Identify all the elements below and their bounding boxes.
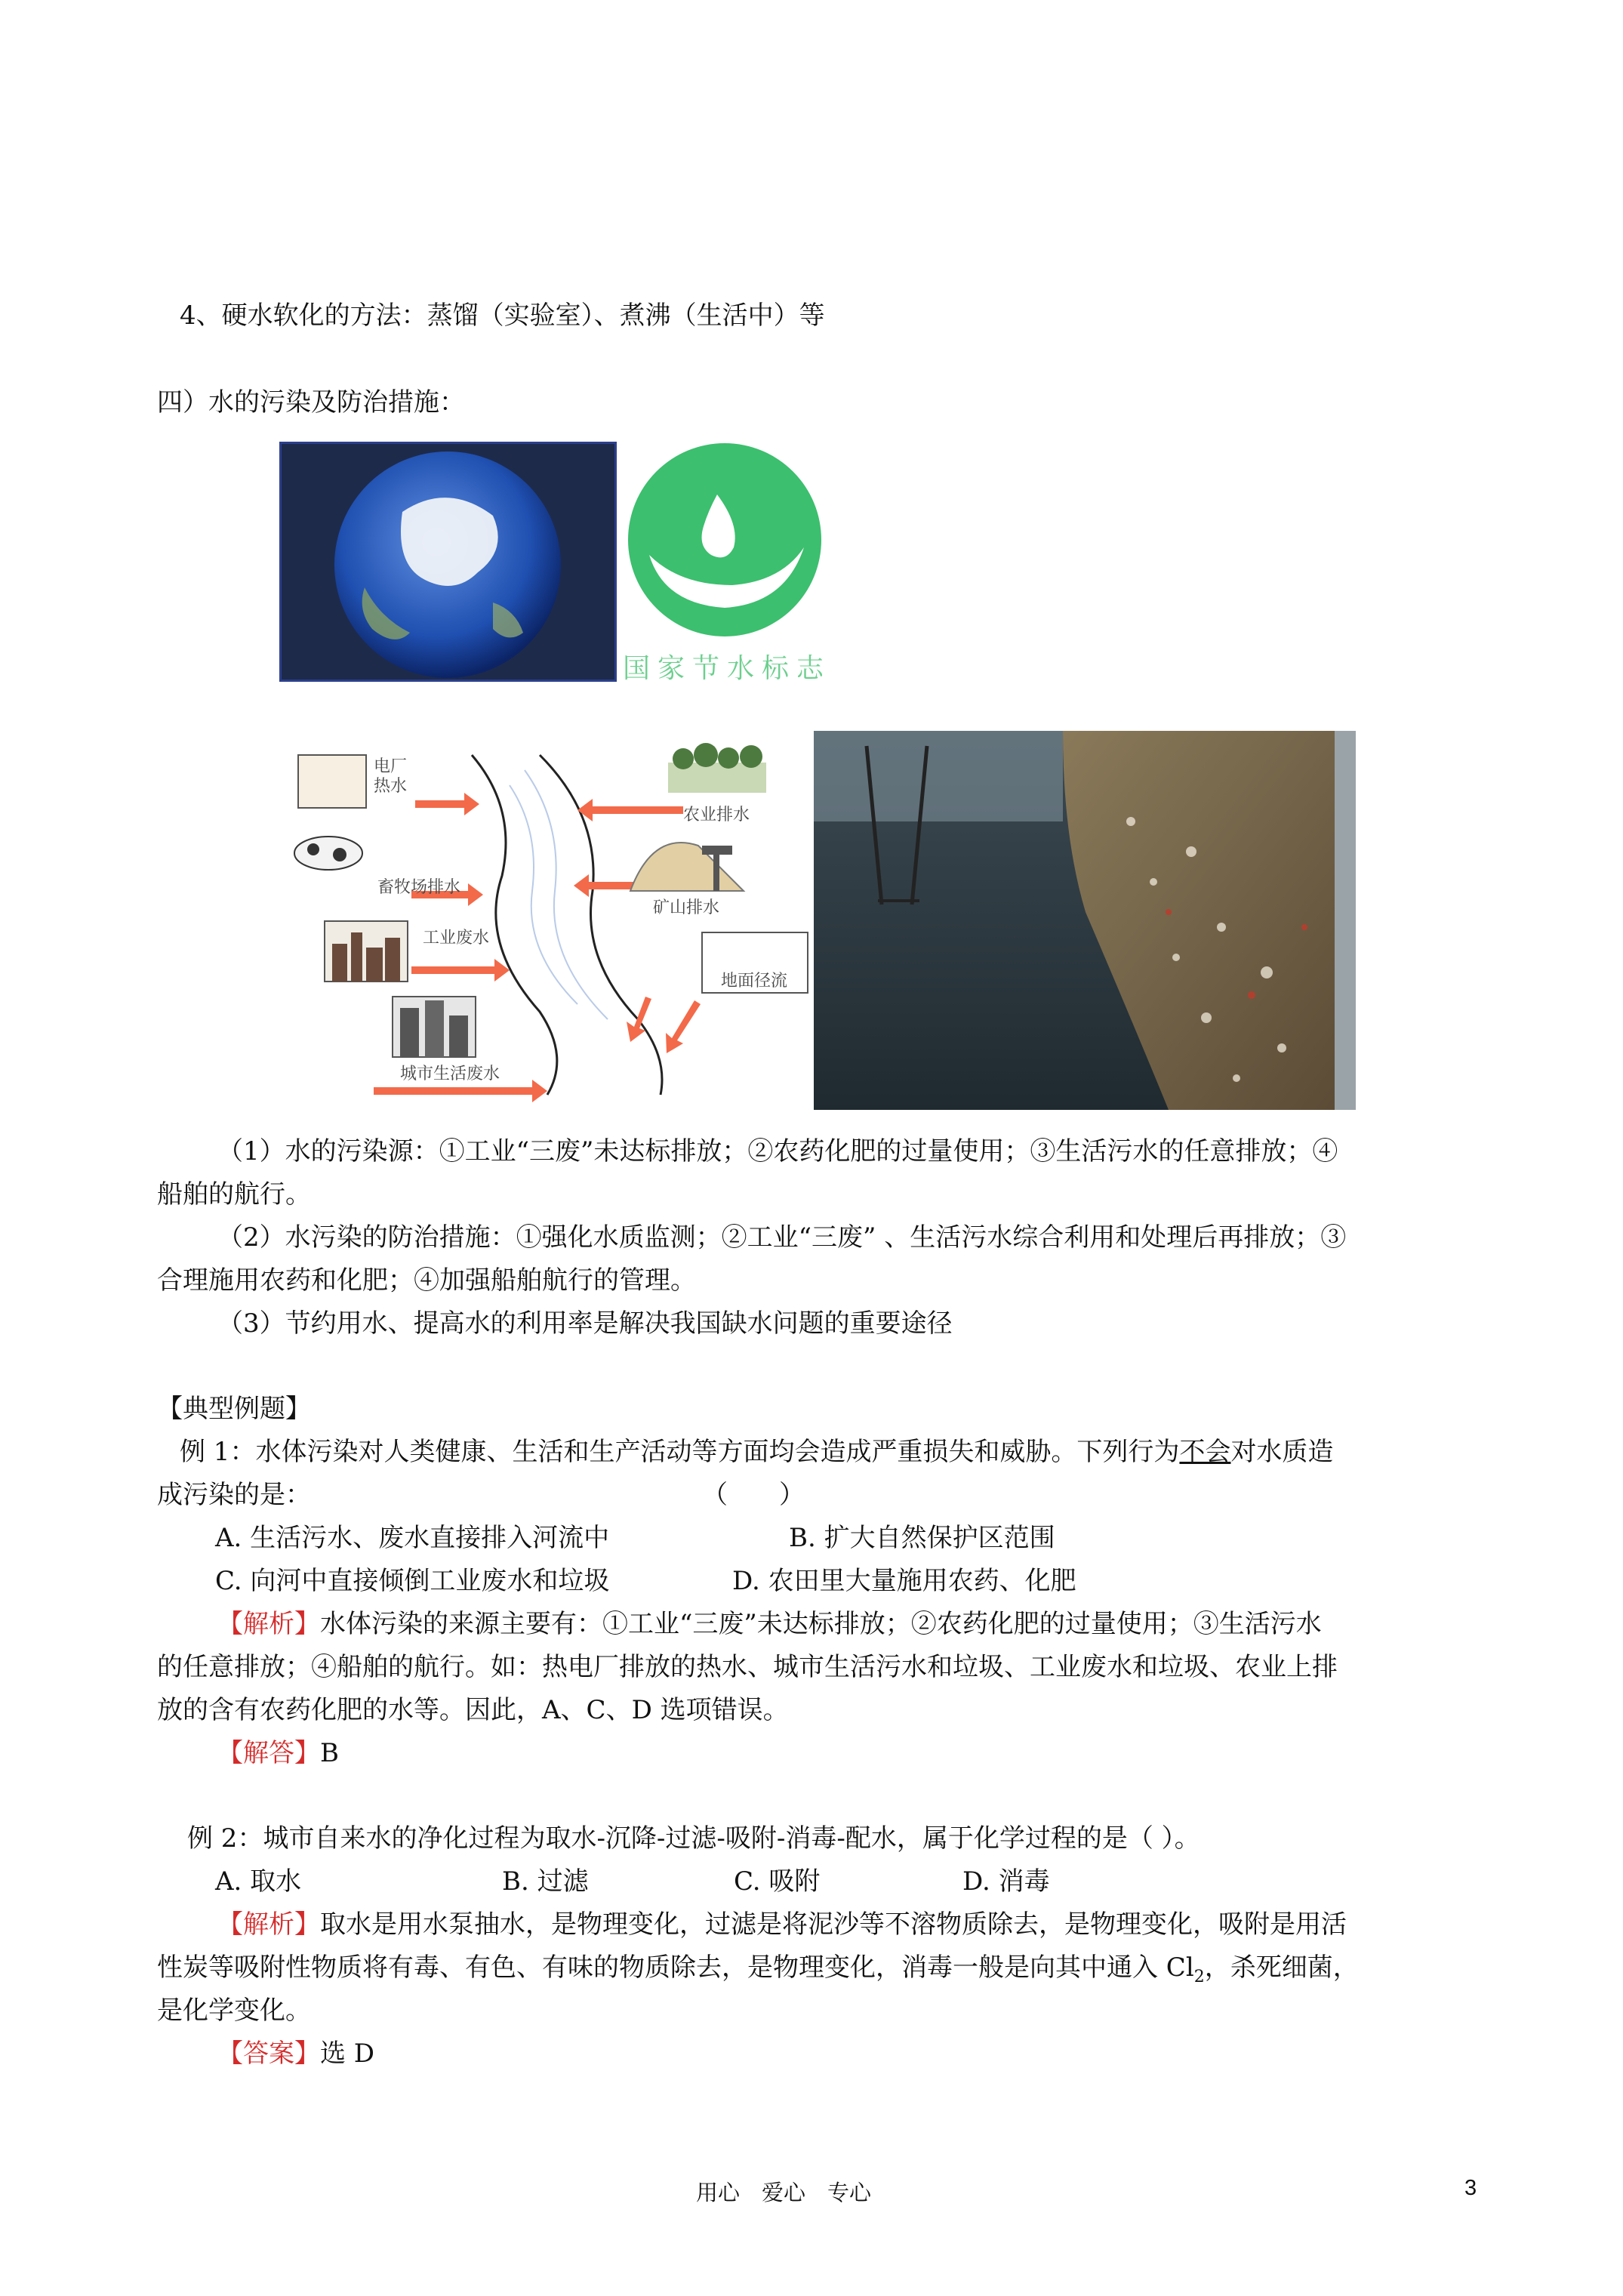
example2-analysis-text2a: 性炭等吸附性物质将有毒、有色、有味的物质除去，是物理变化，消毒一般是向其中通入 Cl bbox=[157, 1952, 1194, 1983]
example1-analysis-line2: 的任意排放；④船舶的航行。如：热电厂排放的热水、城市生活污水和垃圾、工业废水和垃圾、农业上排 bbox=[157, 1652, 1338, 1682]
examples-heading: 【典型例题】 bbox=[157, 1394, 311, 1424]
example2-analysis-line2 bbox=[157, 1946, 1359, 1999]
label-industry: 工业废水 bbox=[423, 929, 490, 948]
section-heading: 四）水的污染及防治措施： bbox=[157, 387, 465, 418]
item-4: 4、硬水软化的方法：蒸馏（实验室）、煮沸（生活中）等 bbox=[180, 300, 825, 331]
example2-answer bbox=[217, 2032, 374, 2075]
label-livestock: 畜牧场排水 bbox=[377, 878, 461, 897]
label-hot-water-line1: 电厂 bbox=[374, 757, 408, 776]
example2-option-a: A. 取水 bbox=[215, 1866, 302, 1897]
prevention-line1: （2）水污染的防治措施：①强化水质监测；②工业“三废” 、生活污水综合利用和处理后再排放；③ bbox=[217, 1222, 1347, 1253]
example2-option-b: B. 过滤 bbox=[502, 1866, 589, 1897]
example1-text-a: 例 1：水体污染对人类健康、生活和生产活动等方面均会造成严重损失和威胁。下列行为 bbox=[180, 1437, 1180, 1467]
example2-option-c: C. 吸附 bbox=[734, 1866, 821, 1897]
label-farm-drain: 农业排水 bbox=[683, 806, 750, 824]
example2-analysis-tag: 【解析】 bbox=[217, 1909, 320, 1940]
label-hot-water-line2: 热水 bbox=[374, 777, 408, 796]
save-water-line: （3）节约用水、提高水的利用率是解决我国缺水问题的重要途径 bbox=[217, 1308, 953, 1339]
polluted-river-photo bbox=[814, 731, 1356, 1110]
example2-analysis-text1: 取水是用水泵抽水，是物理变化，过滤是将泥沙等不溶物质除去，是物理变化，吸附是用活 bbox=[320, 1909, 1347, 1940]
example1-underlined: 不会 bbox=[1179, 1437, 1231, 1467]
water-saving-logo bbox=[619, 442, 834, 691]
example1-analysis-line1 bbox=[217, 1603, 1322, 1645]
example1-text-b: 对水质造 bbox=[1230, 1437, 1334, 1467]
label-mine: 矿山排水 bbox=[653, 898, 720, 917]
example1-question-line1 bbox=[180, 1431, 1333, 1473]
earth-image bbox=[279, 442, 617, 682]
example1-question-line2: 成污染的是： bbox=[157, 1480, 311, 1510]
pollution-source-line2: 船舶的航行。 bbox=[157, 1179, 311, 1210]
example1-option-d: D. 农田里大量施用农药、化肥 bbox=[732, 1566, 1076, 1596]
example1-answer-paren: （ ） bbox=[702, 1480, 805, 1510]
prevention-line2: 合理施用农药和化肥；④加强船舶航行的管理。 bbox=[157, 1265, 696, 1296]
example2-cl2-subscript: 2 bbox=[1193, 1967, 1205, 1986]
example2-analysis-line1 bbox=[217, 1903, 1347, 1946]
page-number: 3 bbox=[1464, 2176, 1477, 2200]
example1-answer-tag: 【解答】 bbox=[217, 1738, 320, 1768]
label-ground-flow: 地面径流 bbox=[721, 972, 788, 991]
example1-analysis-text1: 水体污染的来源主要有：①工业“三废”未达标排放；②农药化肥的过量使用；③生活污水 bbox=[320, 1609, 1322, 1639]
example2-answer-value: 选 D bbox=[320, 2039, 375, 2069]
example2-analysis-text2b: ，杀死细菌， bbox=[1204, 1952, 1359, 1983]
logo-caption: 国家节水标志 bbox=[623, 653, 832, 684]
example1-analysis-tag: 【解析】 bbox=[217, 1609, 320, 1639]
example2-question: 例 2：城市自来水的净化过程为取水-沉降-过滤-吸附-消毒-配水，属于化学过程的是（ ）。 bbox=[187, 1823, 1200, 1854]
footer-motto: 用心 爱心 专心 bbox=[696, 2180, 872, 2205]
example1-answer bbox=[217, 1732, 339, 1774]
example1-analysis-line3: 放的含有农药化肥的水等。因此，A、C、D 选项错误。 bbox=[157, 1695, 789, 1725]
pollution-sources-diagram bbox=[291, 740, 812, 1102]
example2-analysis-line3: 是化学变化。 bbox=[157, 1996, 311, 2026]
example1-option-a: A. 生活污水、废水直接排入河流中 bbox=[215, 1523, 610, 1553]
example1-option-c: C. 向河中直接倾倒工业废水和垃圾 bbox=[215, 1566, 610, 1596]
example2-answer-tag: 【答案】 bbox=[217, 2039, 320, 2069]
label-city: 城市生活废水 bbox=[400, 1065, 500, 1083]
example2-option-d: D. 消毒 bbox=[962, 1866, 1050, 1897]
pollution-source-line1: （1）水的污染源：①工业“三废”未达标排放；②农药化肥的过量使用；③生活污水的任意排放；④ bbox=[217, 1136, 1338, 1166]
example1-option-b: B. 扩大自然保护区范围 bbox=[789, 1523, 1055, 1553]
example1-answer-value: B bbox=[320, 1738, 339, 1768]
